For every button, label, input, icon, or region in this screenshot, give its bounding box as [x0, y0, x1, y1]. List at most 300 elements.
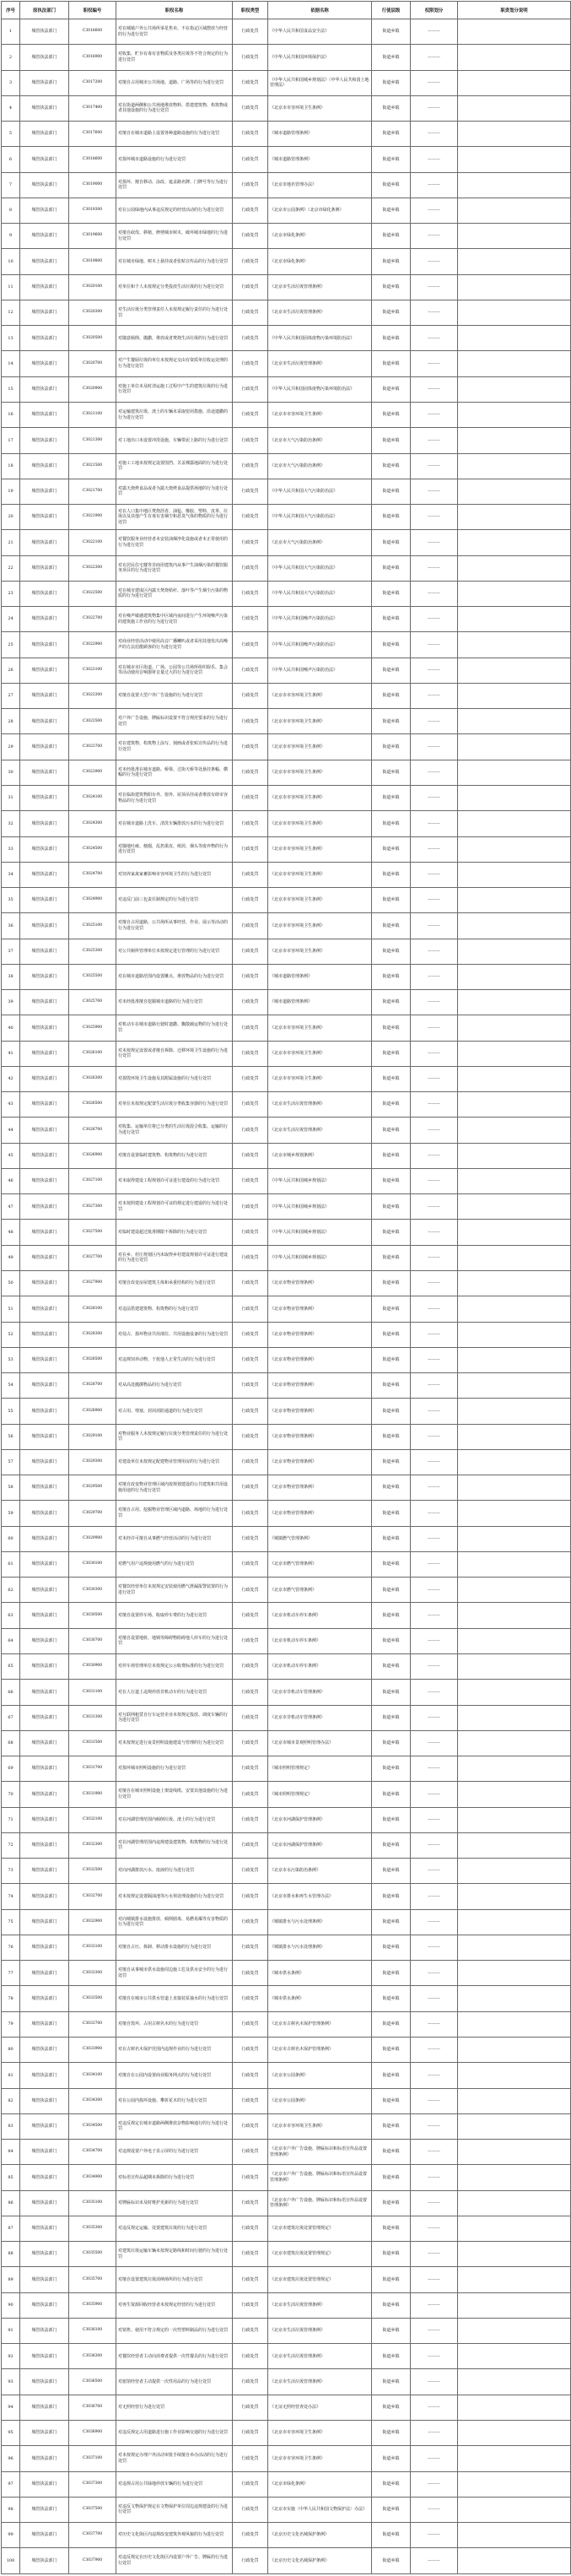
row-code: C3027100 — [69, 1168, 116, 1193]
row-legal-basis: 《城镇排水与污水处理条例》 — [268, 1909, 372, 1935]
row-code: C3037100 — [69, 2446, 116, 2471]
row-code: C3023700 — [69, 734, 116, 760]
row-authority-name: 对销售、使用不符合规定的一次性塑料制品的行为进行处罚 — [116, 2318, 233, 2343]
row-level: 街道乡镇 — [372, 1066, 411, 1091]
row-authority-type: 行政处罚 — [233, 734, 268, 760]
row-number: 76 — [2, 1935, 20, 1960]
row-legal-basis: 《北京市物业管理条例》 — [268, 1373, 372, 1399]
row-number: 63 — [2, 1603, 20, 1628]
row-number: 80 — [2, 2037, 20, 2062]
table-row — [2, 2267, 571, 2292]
row-number: 66 — [2, 1680, 20, 1705]
row-division: ——— — [411, 2216, 458, 2241]
row-note — [458, 836, 571, 862]
row-authority-name: 对占用、堵塞、封闭消防通道的行为进行处罚 — [116, 1399, 233, 1424]
row-division: ——— — [411, 300, 458, 325]
row-level: 街道乡镇 — [372, 2216, 411, 2241]
row-code: C3033300 — [69, 1961, 116, 1986]
row-department: 城管执法部门 — [20, 1399, 69, 1424]
row-level: 街道乡镇 — [372, 402, 411, 427]
row-code: C3031900 — [69, 1782, 116, 1807]
row-number: 62 — [2, 1578, 20, 1603]
row-code: C3021500 — [69, 453, 116, 479]
row-number: 93 — [2, 2369, 20, 2395]
row-level: 街道乡镇 — [372, 1015, 411, 1041]
row-division: ——— — [411, 1578, 458, 1603]
row-level: 街道乡镇 — [372, 1884, 411, 1909]
row-authority-name: 对在古树名木保护范围内违规作业的行为进行处罚 — [116, 2037, 233, 2062]
row-note — [458, 2088, 571, 2113]
row-note — [458, 479, 571, 504]
row-authority-name: 对施工工地未按规定设置围挡、苫盖裸露地面的行为进行处罚 — [116, 453, 233, 479]
row-department: 城管执法部门 — [20, 1884, 69, 1909]
row-number: 70 — [2, 1782, 20, 1807]
row-note — [458, 632, 571, 658]
row-note — [458, 1680, 571, 1705]
row-level: 街道乡镇 — [372, 709, 411, 734]
row-number: 51 — [2, 1296, 20, 1322]
row-note — [458, 122, 571, 147]
table-row — [2, 1730, 571, 1756]
row-legal-basis: 《城市道路管理条例》 — [268, 147, 372, 172]
row-department: 城管执法部门 — [20, 581, 69, 606]
row-division: ——— — [411, 2497, 458, 2522]
row-level: 街道乡镇 — [372, 300, 411, 325]
row-authority-type: 行政处罚 — [233, 632, 268, 658]
row-division: ——— — [411, 2523, 458, 2548]
row-number: 29 — [2, 734, 20, 760]
row-legal-basis: 《北京市市容环境卫生条例》 — [268, 836, 372, 862]
row-number: 56 — [2, 1424, 20, 1449]
row-level: 街道乡镇 — [372, 1322, 411, 1347]
row-level: 街道乡镇 — [372, 45, 411, 70]
row-authority-name: 对施工单位未及时清运施工过程中产生的建筑垃圾的行为进行处罚 — [116, 376, 233, 402]
table-row — [2, 658, 571, 683]
row-level: 街道乡镇 — [372, 479, 411, 504]
row-number: 82 — [2, 2088, 20, 2113]
row-number: 75 — [2, 1909, 20, 1935]
row-authority-name: 对生活垃圾分类管理责任人未按规定履行责任的行为进行处罚 — [116, 300, 233, 325]
row-department: 城管执法部门 — [20, 1220, 69, 1245]
table-row — [2, 1578, 571, 1603]
row-code: C3029500 — [69, 1475, 116, 1501]
row-note — [458, 1551, 571, 1577]
row-level: 街道乡镇 — [372, 1092, 411, 1118]
row-number: 81 — [2, 2063, 20, 2088]
row-authority-type: 行政处罚 — [233, 964, 268, 989]
row-number: 4 — [2, 95, 20, 121]
row-division: ——— — [411, 1271, 458, 1296]
row-department: 城管执法部门 — [20, 2088, 69, 2113]
row-legal-basis: 《北京市机动车停车条例》 — [268, 1603, 372, 1628]
row-note — [458, 658, 571, 683]
row-note — [458, 1168, 571, 1193]
row-division: ——— — [411, 709, 458, 734]
row-department: 城管执法部门 — [20, 1092, 69, 1118]
row-level: 街道乡镇 — [372, 19, 411, 45]
row-code: C3037500 — [69, 2497, 116, 2522]
row-authority-name: 对在居民住宅楼等非商用建筑内从事产生油烟污染的餐饮服务项目的行为进行处罚 — [116, 555, 233, 581]
row-authority-name: 对违反规定在城市道路两侧堆放杂物影响通行的行为进行处罚 — [116, 2113, 233, 2139]
row-authority-name: 对违反规定在历史文化街区内设置户外广告、牌匾的行为进行处罚 — [116, 2548, 233, 2573]
row-note — [458, 1526, 571, 1551]
row-level: 街道乡镇 — [372, 811, 411, 836]
row-legal-basis: 《北京市地名管理办法》 — [268, 172, 372, 198]
table-row — [2, 1705, 571, 1730]
row-level: 街道乡镇 — [372, 990, 411, 1015]
row-number: 9 — [2, 224, 20, 249]
row-level: 街道乡镇 — [372, 1424, 411, 1449]
row-note — [458, 45, 571, 70]
row-department: 城管执法部门 — [20, 2292, 69, 2318]
row-note — [458, 2140, 571, 2165]
row-code: C3028100 — [69, 1296, 116, 1322]
row-division: ——— — [411, 683, 458, 708]
row-authority-name: 对未按规定进行夜景照明设施建设与管理的行为进行处罚 — [116, 1730, 233, 1756]
row-authority-type: 行政处罚 — [233, 1832, 268, 1858]
row-authority-name: 对擅自设置大型户外广告设施的行为进行处罚 — [116, 683, 233, 708]
row-note — [458, 1015, 571, 1041]
row-department: 城管执法部门 — [20, 1551, 69, 1577]
table-row — [2, 2165, 571, 2190]
row-note — [458, 1449, 571, 1475]
table-header-row — [2, 2, 571, 19]
row-legal-basis: 《北京历史文化名城保护条例》 — [268, 2548, 372, 2573]
row-level: 街道乡镇 — [372, 1859, 411, 1884]
row-code: C3028700 — [69, 1373, 116, 1399]
row-authority-name: 对无照经营行为进行处罚 — [116, 2395, 233, 2420]
row-legal-basis: 《北京市市容环境卫生条例》 — [268, 734, 372, 760]
row-authority-type: 行政处罚 — [233, 1680, 268, 1705]
row-level: 街道乡镇 — [372, 2395, 411, 2420]
row-division: ——— — [411, 2395, 458, 2420]
row-level: 街道乡镇 — [372, 632, 411, 658]
row-note — [458, 95, 571, 121]
row-code: C3031100 — [69, 1680, 116, 1705]
row-division: ——— — [411, 1782, 458, 1807]
row-authority-name: 对未经许可擅自从事燃气经营活动的行为进行处罚 — [116, 1526, 233, 1551]
row-division: ——— — [411, 1603, 458, 1628]
header-no: 序号 — [2, 2, 20, 19]
row-code: C3035700 — [69, 2267, 116, 2292]
row-number: 71 — [2, 1807, 20, 1832]
row-level: 街道乡镇 — [372, 734, 411, 760]
row-level: 街道乡镇 — [372, 326, 411, 351]
row-authority-name: 对在城市道路范围内设置摊点、堆放物品的行为进行处罚 — [116, 964, 233, 989]
row-authority-type: 行政处罚 — [233, 2318, 268, 2343]
table-row — [2, 1245, 571, 1270]
row-legal-basis: 《中华人民共和国大气污染防治法》 — [268, 555, 372, 581]
row-legal-basis: 《北京市公园条例》 — [268, 2063, 372, 2088]
row-legal-basis: 《北京市非机动车管理条例》 — [268, 1680, 372, 1705]
row-department: 城管执法部门 — [20, 734, 69, 760]
row-level: 街道乡镇 — [372, 607, 411, 632]
row-code: C3035300 — [69, 2216, 116, 2241]
row-department: 城管执法部门 — [20, 709, 69, 734]
table-row — [2, 555, 571, 581]
row-code: C3021900 — [69, 505, 116, 530]
row-authority-name: 对擅自从事城市供水设施周边施工危及供水安全的行为进行处罚 — [116, 1961, 233, 1986]
row-note — [458, 913, 571, 939]
row-division: ——— — [411, 2446, 458, 2471]
row-department: 城管执法部门 — [20, 836, 69, 862]
row-authority-name: 对餐饮服务业经营者未安装油烟净化设施或者未正常使用的行为进行处罚 — [116, 530, 233, 555]
row-number: 83 — [2, 2113, 20, 2139]
row-authority-type: 行政处罚 — [233, 326, 268, 351]
row-number: 92 — [2, 2344, 20, 2369]
row-note — [458, 964, 571, 989]
row-legal-basis: 《北京市绿化条例》 — [268, 224, 372, 249]
table-row — [2, 1859, 571, 1884]
row-number: 23 — [2, 581, 20, 606]
row-level: 街道乡镇 — [372, 964, 411, 989]
row-number: 94 — [2, 2395, 20, 2420]
row-division: ——— — [411, 2369, 458, 2395]
row-number: 100 — [2, 2548, 20, 2573]
table-row — [2, 1807, 571, 1832]
row-number: 99 — [2, 2523, 20, 2548]
row-department: 城管执法部门 — [20, 376, 69, 402]
row-note — [458, 2420, 571, 2445]
row-department: 城管执法部门 — [20, 224, 69, 249]
row-legal-basis: 《北京市物业管理条例》 — [268, 1399, 372, 1424]
table-row — [2, 1680, 571, 1705]
row-level: 街道乡镇 — [372, 1961, 411, 1986]
row-number: 32 — [2, 811, 20, 836]
row-level: 街道乡镇 — [372, 1373, 411, 1399]
row-authority-type: 行政处罚 — [233, 2190, 268, 2216]
row-number: 77 — [2, 1961, 20, 1986]
row-legal-basis: 《中华人民共和国噪声污染防治法》 — [268, 607, 372, 632]
row-authority-name: 对运输建筑垃圾、渣土的车辆未采取密闭措施、沿途遗撒的行为进行处罚 — [116, 402, 233, 427]
row-legal-basis: 《北京市市容环境卫生条例》 — [268, 939, 372, 964]
row-note — [458, 19, 571, 45]
row-legal-basis: 《中华人民共和国大气污染防治法》 — [268, 581, 372, 606]
table-row — [2, 760, 571, 785]
row-number: 69 — [2, 1756, 20, 1782]
row-legal-basis: 《中华人民共和国固体废物污染环境防治法》 — [268, 376, 372, 402]
row-legal-basis: 《北京市公园条例》 — [268, 2088, 372, 2113]
row-division: ——— — [411, 147, 458, 172]
row-authority-name: 对违反规定运输、处置建筑垃圾的行为进行处罚 — [116, 2216, 233, 2241]
row-legal-basis: 《北京市生活垃圾管理条例》 — [268, 2292, 372, 2318]
header-code: 职权编号 — [69, 2, 116, 19]
row-division: ——— — [411, 1859, 458, 1884]
row-authority-name: 对擅自砍伐、移植、修剪城市树木，破坏城市绿地的行为进行处罚 — [116, 224, 233, 249]
row-legal-basis: 《城镇排水与污水处理条例》 — [268, 1935, 372, 1960]
row-division: ——— — [411, 1475, 458, 1501]
row-department: 城管执法部门 — [20, 2037, 69, 2062]
row-code: C3027900 — [69, 1271, 116, 1296]
row-authority-type: 行政处罚 — [233, 2242, 268, 2267]
row-authority-name: 对在公园绿地内从事违反规定的经营活动的行为进行处罚 — [116, 198, 233, 223]
row-department: 城管执法部门 — [20, 658, 69, 683]
row-division: ——— — [411, 2548, 458, 2573]
table-row — [2, 1628, 571, 1653]
row-authority-type: 行政处罚 — [233, 274, 268, 300]
row-authority-type: 行政处罚 — [233, 198, 268, 223]
row-authority-name: 对违规占用公共绿地停放车辆的行为进行处罚 — [116, 2471, 233, 2497]
table-row — [2, 1347, 571, 1372]
row-authority-type: 行政处罚 — [233, 428, 268, 453]
row-department: 城管执法部门 — [20, 351, 69, 376]
row-level: 街道乡镇 — [372, 1501, 411, 1526]
row-authority-type: 行政处罚 — [233, 1322, 268, 1347]
row-division: ——— — [411, 939, 458, 964]
row-number: 13 — [2, 326, 20, 351]
row-division: ——— — [411, 1399, 458, 1424]
row-authority-name: 对擅自占用道路、公共场所从事经营、作业、展示等活动的行为进行处罚 — [116, 913, 233, 939]
table-row — [2, 1986, 571, 2011]
row-number: 88 — [2, 2242, 20, 2267]
row-authority-name: 对牌匾标识未及时维护更新的行为进行处罚 — [116, 2190, 233, 2216]
row-division: ——— — [411, 224, 458, 249]
row-division: ——— — [411, 811, 458, 836]
row-legal-basis: 《北京市河湖保护管理条例》 — [268, 1832, 372, 1858]
row-number: 38 — [2, 964, 20, 989]
row-legal-basis: 《中华人民共和国食品安全法》 — [268, 19, 372, 45]
row-division: ——— — [411, 198, 458, 223]
row-level: 街道乡镇 — [372, 1168, 411, 1193]
row-authority-name: 对标语宣传品超期未拆除的行为进行处罚 — [116, 2165, 233, 2190]
row-department: 城管执法部门 — [20, 2011, 69, 2037]
row-legal-basis: 《北京市市容环境卫生条例》 — [268, 811, 372, 836]
row-authority-name: 对在河湖管理范围内违规建设建筑物、构筑物的行为进行处罚 — [116, 1832, 233, 1858]
row-division: ——— — [411, 2165, 458, 2190]
row-department: 城管执法部门 — [20, 1603, 69, 1628]
row-level: 街道乡镇 — [372, 2420, 411, 2445]
row-note — [458, 70, 571, 95]
row-note — [458, 2471, 571, 2497]
row-authority-type: 行政处罚 — [233, 1424, 268, 1449]
row-department: 城管执法部门 — [20, 530, 69, 555]
row-number: 27 — [2, 683, 20, 708]
row-authority-type: 行政处罚 — [233, 1884, 268, 1909]
row-department: 城管执法部门 — [20, 1986, 69, 2011]
row-note — [458, 1245, 571, 1270]
row-authority-type: 行政处罚 — [233, 2088, 268, 2113]
row-number: 90 — [2, 2292, 20, 2318]
row-division: ——— — [411, 1628, 458, 1653]
row-note — [458, 505, 571, 530]
row-code: C3035500 — [69, 2242, 116, 2267]
row-level: 街道乡镇 — [372, 2318, 411, 2343]
row-authority-type: 行政处罚 — [233, 888, 268, 913]
row-authority-name: 对在噪声敏感建筑物集中区域内夜间进行产生环境噪声污染的建筑施工作业的行为进行处罚 — [116, 607, 233, 632]
row-code: C3027500 — [69, 1220, 116, 1245]
row-division: ——— — [411, 1118, 458, 1143]
row-authority-type: 行政处罚 — [233, 1143, 268, 1168]
row-department: 城管执法部门 — [20, 2140, 69, 2165]
row-division: ——— — [411, 274, 458, 300]
row-note — [458, 2523, 571, 2548]
row-note — [458, 555, 571, 581]
row-number: 84 — [2, 2140, 20, 2165]
table-row — [2, 2063, 571, 2088]
table-row — [2, 1449, 571, 1475]
row-legal-basis: 《北京市机动车停车条例》 — [268, 1628, 372, 1653]
row-authority-name: 对在河湖管理范围内倾倒垃圾、渣土的行为进行处罚 — [116, 1807, 233, 1832]
row-note — [458, 683, 571, 708]
row-legal-basis: 《北京市燃气管理条例》 — [268, 1578, 372, 1603]
row-code: C3030300 — [69, 1578, 116, 1603]
row-authority-name: 对擅自占用城市公共场地、道路、广场等的行为进行处罚 — [116, 70, 233, 95]
row-division: ——— — [411, 1654, 458, 1680]
row-division: ——— — [411, 555, 458, 581]
row-division: ——— — [411, 530, 458, 555]
row-authority-type: 行政处罚 — [233, 1859, 268, 1884]
row-level: 街道乡镇 — [372, 376, 411, 402]
row-authority-name: 对在街道两侧和公共场地堆放物料、搭建建筑物、构筑物或者其他设施的行为进行处罚 — [116, 95, 233, 121]
row-legal-basis: 《城市照明管理规定》 — [268, 1756, 372, 1782]
row-level: 街道乡镇 — [372, 1909, 411, 1935]
table-row — [2, 2548, 571, 2573]
row-division: ——— — [411, 1015, 458, 1041]
row-legal-basis: 《北京市生活垃圾管理条例》 — [268, 300, 372, 325]
row-code: C3029900 — [69, 1526, 116, 1551]
row-level: 街道乡镇 — [372, 1143, 411, 1168]
row-code: C3023300 — [69, 683, 116, 708]
row-code: C3027300 — [69, 1194, 116, 1220]
row-note — [458, 1143, 571, 1168]
row-legal-basis: 《中华人民共和国固体废物污染环境防治法》 — [268, 326, 372, 351]
row-department: 城管执法部门 — [20, 2267, 69, 2292]
row-number: 30 — [2, 760, 20, 785]
row-level: 街道乡镇 — [372, 2037, 411, 2062]
row-authority-name: 对互联网租赁自行车运营企业未按规定投放、调度车辆的行为进行处罚 — [116, 1705, 233, 1730]
row-note — [458, 1961, 571, 1986]
row-code: C3025500 — [69, 964, 116, 989]
row-department: 城管执法部门 — [20, 1373, 69, 1399]
row-code: C3024500 — [69, 836, 116, 862]
row-division: ——— — [411, 1909, 458, 1935]
row-code: C3019800 — [69, 249, 116, 274]
row-division: ——— — [411, 428, 458, 453]
row-department: 城管执法部门 — [20, 1194, 69, 1220]
row-division: ——— — [411, 862, 458, 887]
row-department: 城管执法部门 — [20, 1347, 69, 1372]
row-authority-type: 行政处罚 — [233, 1449, 268, 1475]
table-row — [2, 1424, 571, 1449]
header-name: 职权名称 — [116, 2, 233, 19]
row-authority-type: 行政处罚 — [233, 1220, 268, 1245]
row-legal-basis: 《北京市古树名木保护管理条例》 — [268, 2037, 372, 2062]
table-row — [2, 2292, 571, 2318]
row-authority-name: 对旅馆经营者主动提供一次性用品的行为进行处罚 — [116, 2369, 233, 2395]
row-authority-type: 行政处罚 — [233, 913, 268, 939]
row-note — [458, 734, 571, 760]
row-legal-basis: 《北京市物业管理条例》 — [268, 1449, 372, 1475]
row-division: ——— — [411, 1449, 458, 1475]
row-department: 城管执法部门 — [20, 1859, 69, 1884]
row-authority-name: 对未按照建设工程规划许可证的规定进行建设的行为进行处罚 — [116, 1194, 233, 1220]
row-level: 街道乡镇 — [372, 198, 411, 223]
row-code: C3036300 — [69, 2344, 116, 2369]
row-division: ——— — [411, 1680, 458, 1705]
row-level: 街道乡镇 — [372, 1194, 411, 1220]
row-authority-type: 行政处罚 — [233, 147, 268, 172]
row-authority-type: 行政处罚 — [233, 1526, 268, 1551]
row-code: C3022500 — [69, 581, 116, 606]
row-department: 城管执法部门 — [20, 1143, 69, 1168]
row-legal-basis: 《北京市物业管理条例》 — [268, 1475, 372, 1501]
row-authority-type: 行政处罚 — [233, 1986, 268, 2011]
table-row — [2, 428, 571, 453]
row-code: C3026500 — [69, 1092, 116, 1118]
row-code: C3030500 — [69, 1603, 116, 1628]
row-number: 1 — [2, 19, 20, 45]
table-row — [2, 709, 571, 734]
